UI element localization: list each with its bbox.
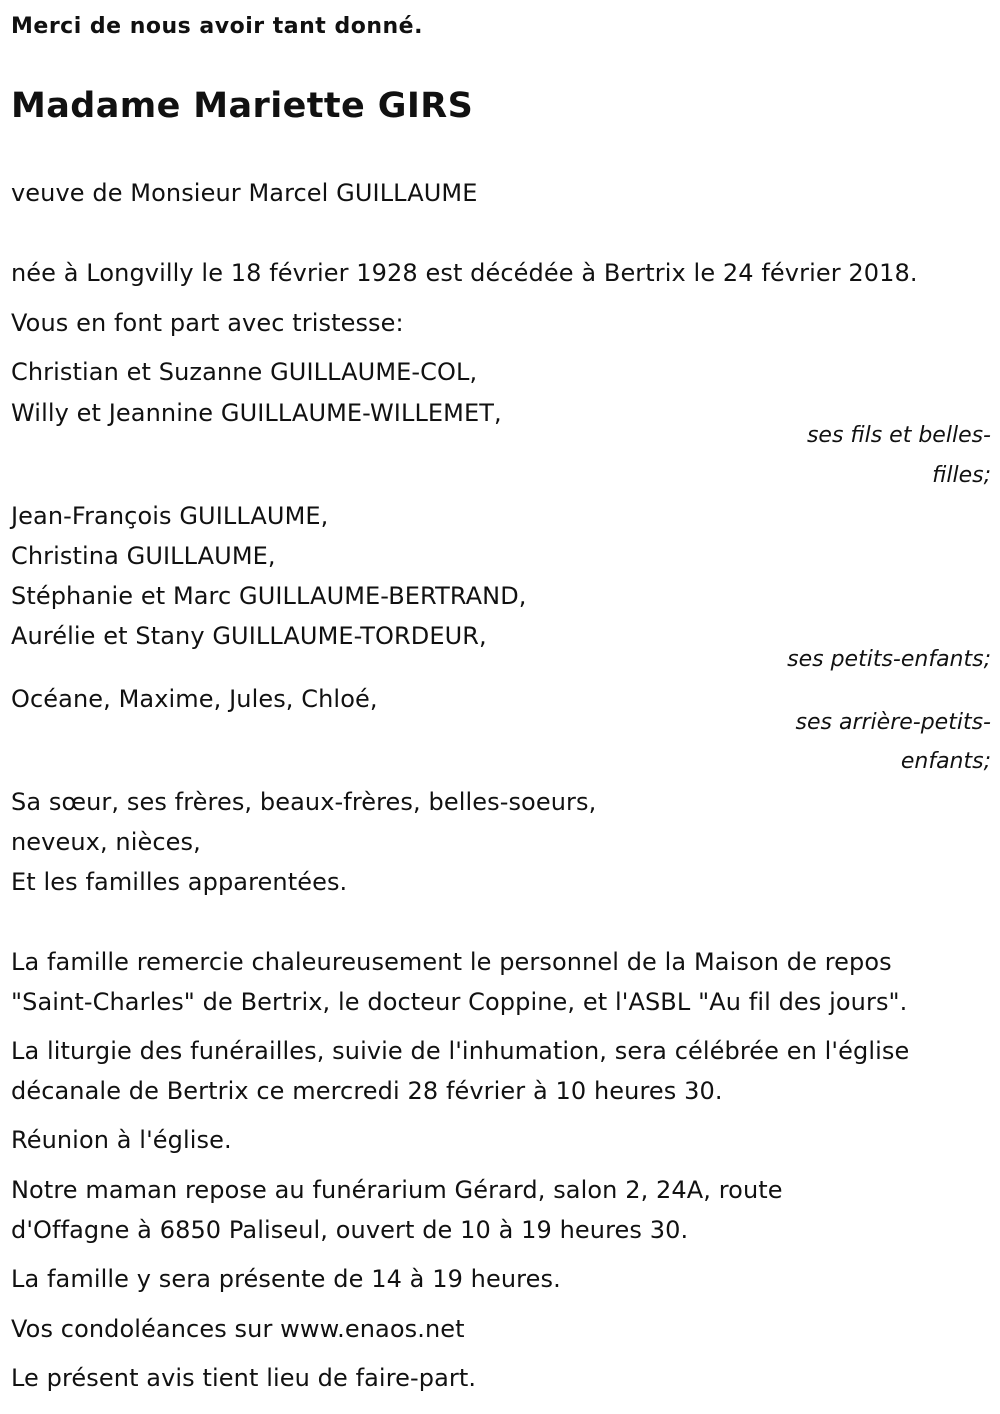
other-family-line: Et les familles apparentées. [11, 868, 348, 896]
liturgy-line: La liturgie des funérailles, suivie de l'inhumation, sera célébrée en l'église [11, 1037, 910, 1065]
thanks-line: "Saint-Charles" de Bertrix, le docteur Coppine, et l'ASBL "Au fil des jours". [11, 988, 908, 1016]
announcement: Vous en font part avec tristesse: [11, 309, 404, 337]
presence-line: La famille y sera présente de 14 à 19 heures. [11, 1265, 561, 1293]
great-grandchildren-relation: enfants; [900, 749, 991, 774]
condolences-line: Vos condoléances sur www.enaos.net [11, 1315, 465, 1343]
widow-of: veuve de Monsieur Marcel GUILLAUME [11, 179, 478, 207]
thanks-line: La famille remercie chaleureusement le personnel de la Maison de repos [11, 948, 892, 976]
grandchildren-relation: ses petits-enfants; [787, 647, 991, 672]
children-relation: ses fils et belles- [806, 423, 991, 448]
great-grandchildren-relation: ses arrière-petits- [795, 710, 991, 735]
grandchild-line: Aurélie et Stany GUILLAUME-TORDEUR, [11, 622, 487, 650]
great-grandchildren-line: Océane, Maxime, Jules, Chloé, [11, 685, 378, 713]
birth-death: née à Longvilly le 18 février 1928 est décédée à Bertrix le 24 février 2018. [11, 259, 918, 287]
other-family-line: neveux, nièces, [11, 828, 201, 856]
deceased-name: Madame Mariette GIRS [11, 86, 474, 126]
grandchild-line: Stéphanie et Marc GUILLAUME-BERTRAND, [11, 582, 527, 610]
meeting-line: Réunion à l'église. [11, 1126, 232, 1154]
children-line: Christian et Suzanne GUILLAUME-COL, [11, 358, 478, 386]
children-line: Willy et Jeannine GUILLAUME-WILLEMET, [11, 399, 502, 427]
grandchild-line: Christina GUILLAUME, [11, 542, 276, 570]
children-relation: filles; [932, 463, 991, 488]
rest-line: d'Offagne à 6850 Paliseul, ouvert de 10 à 19 heures 30. [11, 1216, 689, 1244]
notice-line: Le présent avis tient lieu de faire-part. [11, 1364, 477, 1392]
grandchild-line: Jean-François GUILLAUME, [11, 502, 329, 530]
motto: Merci de nous avoir tant donné. [11, 14, 423, 39]
rest-line: Notre maman repose au funérarium Gérard, salon 2, 24A, route [11, 1176, 783, 1204]
liturgy-line: décanale de Bertrix ce mercredi 28 février à 10 heures 30. [11, 1077, 723, 1105]
other-family-line: Sa sœur, ses frères, beaux-frères, belles-soeurs, [11, 788, 597, 816]
